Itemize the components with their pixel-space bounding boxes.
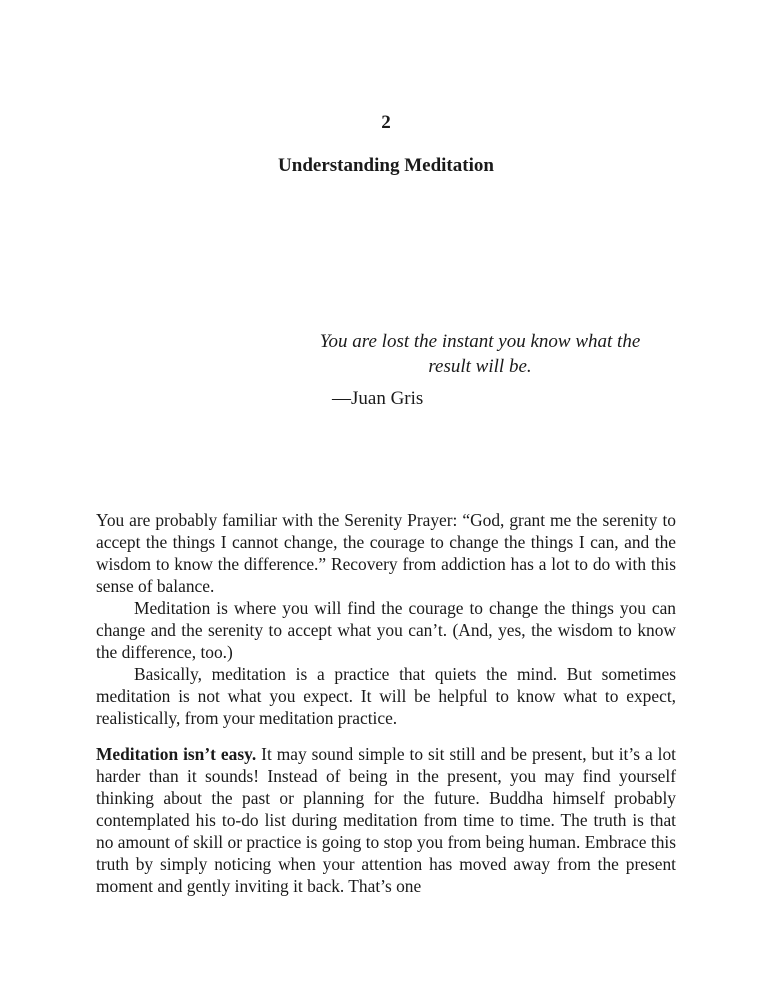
- paragraph: Basically, meditation is a practice that quiets the mind. But sometimes meditation is not what you expect. It will be helpful to know what to expect, realistically, from your meditation practice.: [96, 664, 676, 728]
- paragraph: You are probably familiar with the Serenity Prayer: “God, grant me the serenity to accept the things I cannot change, the courage to change the things I can, and the wisdom to know the difference.” Recovery from addiction has a lot to do with this sense of balance.: [96, 510, 676, 596]
- epigraph: [300, 329, 660, 411]
- run-in-heading: Meditation isn’t easy.: [96, 744, 257, 764]
- epigraph-attribution: —Juan Gris: [332, 388, 424, 409]
- body-text: [96, 509, 676, 897]
- chapter-title: Understanding Meditation: [278, 155, 494, 176]
- paragraph: Meditation is where you will find the courage to change the things you can change and the serenity to accept what you can’t. (And, yes, the wisdom to know the difference, too.): [96, 598, 676, 662]
- paragraph-text: It may sound simple to sit still and be present, but it’s a lot harder than it sounds! Instead of being in the present, you may find yourself thinking about the past or planning for the future. Buddha himself probably contemplated his to-do list during meditation from time to time. The truth is that no amount of skill or practice is going to stop you from being human. Embrace this truth by simply noticing when your attention has moved away from the present moment and gently inviting it back. That’s one: [96, 744, 676, 896]
- section-paragraph: [96, 743, 676, 897]
- chapter-number: 2: [381, 112, 391, 133]
- epigraph-quote: You are lost the instant you know what the result will be.: [319, 331, 641, 377]
